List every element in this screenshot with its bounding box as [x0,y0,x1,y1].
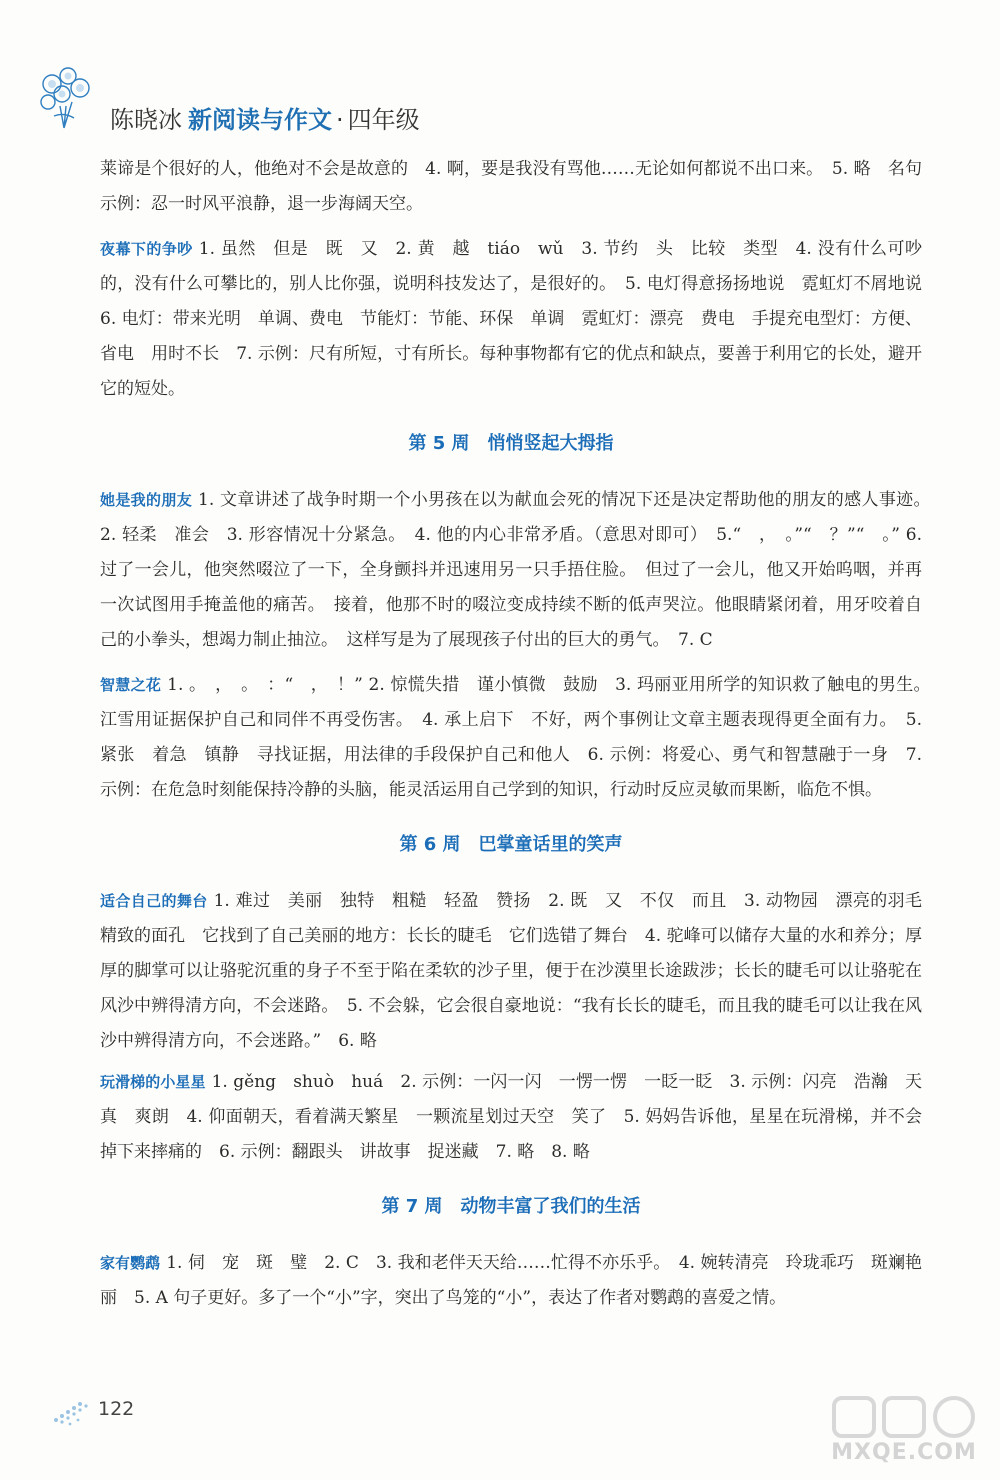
answer-paragraph [100,884,939,1059]
page-header [30,62,750,162]
answer-text: 1. 伺 宠 斑 璧 2. C 3. 我和老伴天天给……忙得不亦乐乎。 4. 婉转清亮 玲珑乖巧 斑斓艳丽 5. A 句子更好。多了一个“小”字，突出了鸟笼的“小”，表达了作者对鹦鹉的喜爱之情。 [100,1253,922,1308]
article-title: 家有鹦鹉 [100,1254,161,1272]
week-title: 动物丰富了我们的生活 [460,1196,641,1217]
answer-paragraph [100,152,922,222]
answer-text: 莱谛是个很好的人，他绝对不会是故意的 4. 啊，要是我没有骂他……无论如何都说不出口来。 5. 略 名句示例：忍一时风平浪静，退一步海阔天空。 [100,159,922,214]
week-title: 悄悄竖起大拇指 [487,433,614,454]
answer-paragraph [100,483,939,658]
answer-text: 1. gěng shuò huá 2. 示例：一闪一闪 一愣一愣 一眨一眨 3. 示例：闪亮 浩瀚 天真 爽朗 4. 仰面朝天，看着满天繁星 一颗流星划过天空 笑了 5. 妈妈告诉他，星星在玩滑梯，并不会掉下来摔痛的 6. 示例：翻跟头 讲故事 捉迷藏 7. 略 8. 略 [100,1072,922,1162]
title-separator: · [336,106,344,134]
week-heading [100,427,922,461]
week-number: 第 6 周 [399,834,461,855]
answer-text: 1. 难过 美丽 独特 粗糙 轻盈 赞扬 2. 既 又 不仅 而且 3. 动物园 漂亮的羽毛 精致的面孔 它找到了自己美丽的地方：长长的睫毛 它们选错了舞台 4. 驼峰可以储存大量的水和养分；厚厚的脚掌可以让骆驼沉重的身子不至于陷在柔软的沙子里，便于在沙漠里长途跋涉；长长的睫毛可以让骆驼在风沙中辨得清方向，不会迷路。 5. 不会躲，它会很自豪地说：“我有长长的睫毛，而且我的睫毛可以让我在风沙中辨得清方向，不会迷路。” 6. 略 [100,891,939,1051]
article-title: 适合自己的舞台 [100,892,208,910]
answer-paragraph [100,1065,922,1170]
week-title: 巴掌童话里的笑声 [478,834,623,855]
answer-content [100,152,939,1326]
answer-paragraph [100,1246,922,1316]
book-name: 新阅读与作文 [188,106,332,134]
article-title: 她是我的朋友 [100,491,193,509]
book-title [110,100,420,135]
week-number: 第 7 周 [381,1196,443,1217]
flower-logo-icon [30,62,102,134]
week-heading [100,828,922,862]
answer-text: 1. 虽然 但是 既 又 2. 黄 越 tiáo wǔ 3. 节约 头 比较 类型 4. 没有什么可吵的，没有什么可攀比的，别人比你强，说明科技发达了，是很好的。 5. 电灯得意扬扬地说 霓虹灯不屑地说 6. 电灯：带来光明 单调、费电 节能灯：节能、环保 单调 霓虹灯：漂亮 费电 手提充电型灯：方便、省电 用时不长 7. 示例：尺有所短，寸有所长。每种事物都有它的优点和缺点，要善于利用它的长处，避开它的短处。 [100,239,939,399]
watermark-text: MXQE.COM [831,1440,977,1465]
page-number: 122 [98,1398,135,1420]
watermark [820,1392,988,1476]
answer-text: 1. 。 ， 。 ：“ ， ！” 2. 惊慌失措 谨小慎微 鼓励 3. 玛丽亚用所学的知识救了触电的男生。 江雪用证据保护自己和同伴不再受伤害。 4. 承上启下 不好，两个事例让文章主题表现得更全面有力。 5. 紧张 着急 镇静 寻找证据，用法律的手段保护自己和他人 6. 示例：将爱心、勇气和智慧融于一身 7. 示例：在危急时刻能保持冷静的头脑，能灵活运用自己学到的知识，行动时反应灵敏而果断，临危不惧。 [100,675,939,800]
book-author: 陈晓冰 [110,106,182,134]
article-title: 夜幕下的争吵 [100,240,193,258]
book-grade: 四年级 [347,106,420,134]
corner-decoration-icon [50,1392,94,1428]
watermark-logo-icon [830,1392,978,1442]
article-title: 玩滑梯的小星星 [100,1073,206,1091]
answer-paragraph [100,232,939,407]
article-title: 智慧之花 [100,676,162,694]
answer-paragraph [100,668,939,808]
week-heading [100,1190,922,1224]
week-number: 第 5 周 [408,433,470,454]
answer-text: 1. 文章讲述了战争时期一个小男孩在以为献血会死的情况下还是决定帮助他的朋友的感人事迹。 2. 轻柔 准会 3. 形容情况十分紧急。 4. 他的内心非常矛盾。（意思对即可） 5.“ ， 。”“ ？”“ 。” 6. 过了一会儿，他突然啜泣了一下，全身颤抖并迅速用另一只手捂住脸。 但过了一会儿，他又开始呜咽，并再一次试图用手掩盖他的痛苦。 接着，他那不时的啜泣变成持续不断的低声哭泣。他眼睛紧闭着，用牙咬着自己的小拳头，想竭力制止抽泣。 这样写是为了展现孩子付出的巨大的勇气。 7. C [100,490,939,650]
